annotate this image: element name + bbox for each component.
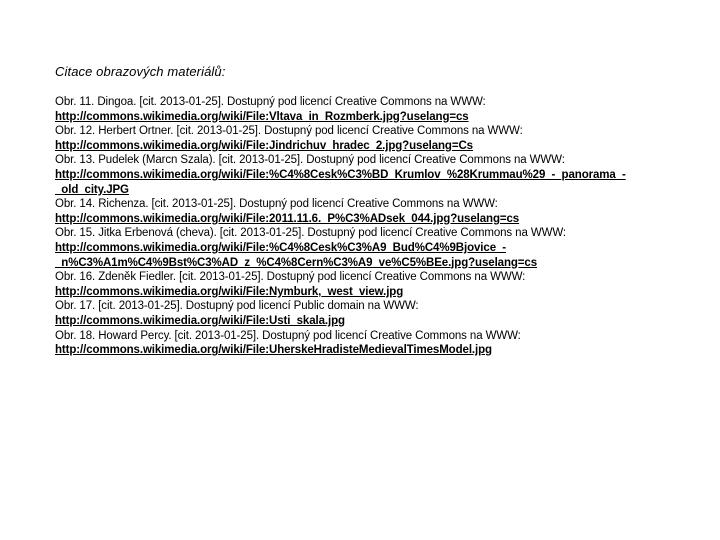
citation-link-text[interactable]: http://commons.wikimedia.org/wiki/File:%C4%8Cesk%C3%A9_Bud%C4%9Bjovice_-: [55, 241, 507, 254]
citation-link-text[interactable]: http://commons.wikimedia.org/wiki/File:Nymburk,_west_view.jpg: [55, 285, 404, 298]
citation-link-text[interactable]: _old_city.JPG: [55, 183, 129, 196]
citation-description: Obr. 18. Howard Percy. [cit. 2013-01-25]. Dostupný pod licencí Creative Commons na WWW:: [55, 329, 521, 342]
citation-link[interactable]: [55, 343, 675, 358]
citation-item: [55, 226, 675, 270]
citation-description: Obr. 15. Jitka Erbenová (cheva). [cit. 2013-01-25]. Dostupný pod licencí Creative Commons na WWW:: [55, 227, 567, 240]
citation-link-text[interactable]: _n%C3%A1m%C4%9Bst%C3%AD_z_%C4%8Cern%C3%A9_ve%C5%BEe.jpg?uselang=cs: [55, 256, 538, 269]
citation-link-text[interactable]: http://commons.wikimedia.org/wiki/File:Jindrichuv_hradec_2.jpg?uselang=Cs: [55, 139, 473, 152]
citation-description: Obr. 17. [cit. 2013-01-25]. Dostupný pod licencí Public domain na WWW:: [55, 300, 419, 313]
citation-link[interactable]: [55, 110, 675, 125]
citation-list: [55, 95, 675, 358]
citation-item: [55, 329, 675, 358]
citation-link-text[interactable]: http://commons.wikimedia.org/wiki/File:UherskeHradisteMedievalTimesModel.jpg: [55, 344, 492, 357]
citation-link-text[interactable]: http://commons.wikimedia.org/wiki/File:2011.11.6._P%C3%ADsek_044.jpg?uselang=cs: [55, 212, 520, 225]
citation-description: Obr. 11. Dingoa. [cit. 2013-01-25]. Dostupný pod licencí Creative Commons na WWW:: [55, 96, 486, 108]
citation-item: [55, 270, 675, 299]
citation-link[interactable]: [55, 139, 675, 154]
citation-description: Obr. 14. Richenza. [cit. 2013-01-25]. Dostupný pod licencí Creative Commons na WWW:: [55, 198, 498, 211]
citation-link-text[interactable]: http://commons.wikimedia.org/wiki/File:%C4%8Cesk%C3%BD_Krumlov_%28Krummau%29_-_panorama_-: [55, 168, 626, 181]
citation-link[interactable]: [55, 285, 675, 300]
citation-link[interactable]: [55, 168, 675, 197]
citation-description: Obr. 16. Zdeněk Fiedler. [cit. 2013-01-25]. Dostupný pod licencí Creative Commons na WWW:: [55, 271, 526, 284]
citation-link[interactable]: [55, 241, 675, 270]
citation-item: [55, 95, 675, 124]
citation-description: Obr. 12. Herbert Ortner. [cit. 2013-01-25]. Dostupný pod licencí Creative Commons na WWW:: [55, 125, 523, 138]
citation-item: [55, 124, 675, 153]
citation-link-text[interactable]: http://commons.wikimedia.org/wiki/File:Vltava_in_Rozmberk.jpg?uselang=cs: [55, 110, 469, 123]
citation-link[interactable]: [55, 212, 675, 227]
citation-link-text[interactable]: http://commons.wikimedia.org/wiki/File:Usti_skala.jpg: [55, 314, 345, 327]
citation-description: Obr. 13. Pudelek (Marcn Szala). [cit. 2013-01-25]. Dostupný pod licencí Creative Commons na WWW:: [55, 154, 565, 167]
citation-link[interactable]: [55, 314, 675, 329]
page-title: Citace obrazových materiálů:: [55, 64, 226, 79]
citation-item: [55, 299, 675, 328]
citation-item: [55, 197, 675, 226]
citation-item: [55, 153, 675, 197]
